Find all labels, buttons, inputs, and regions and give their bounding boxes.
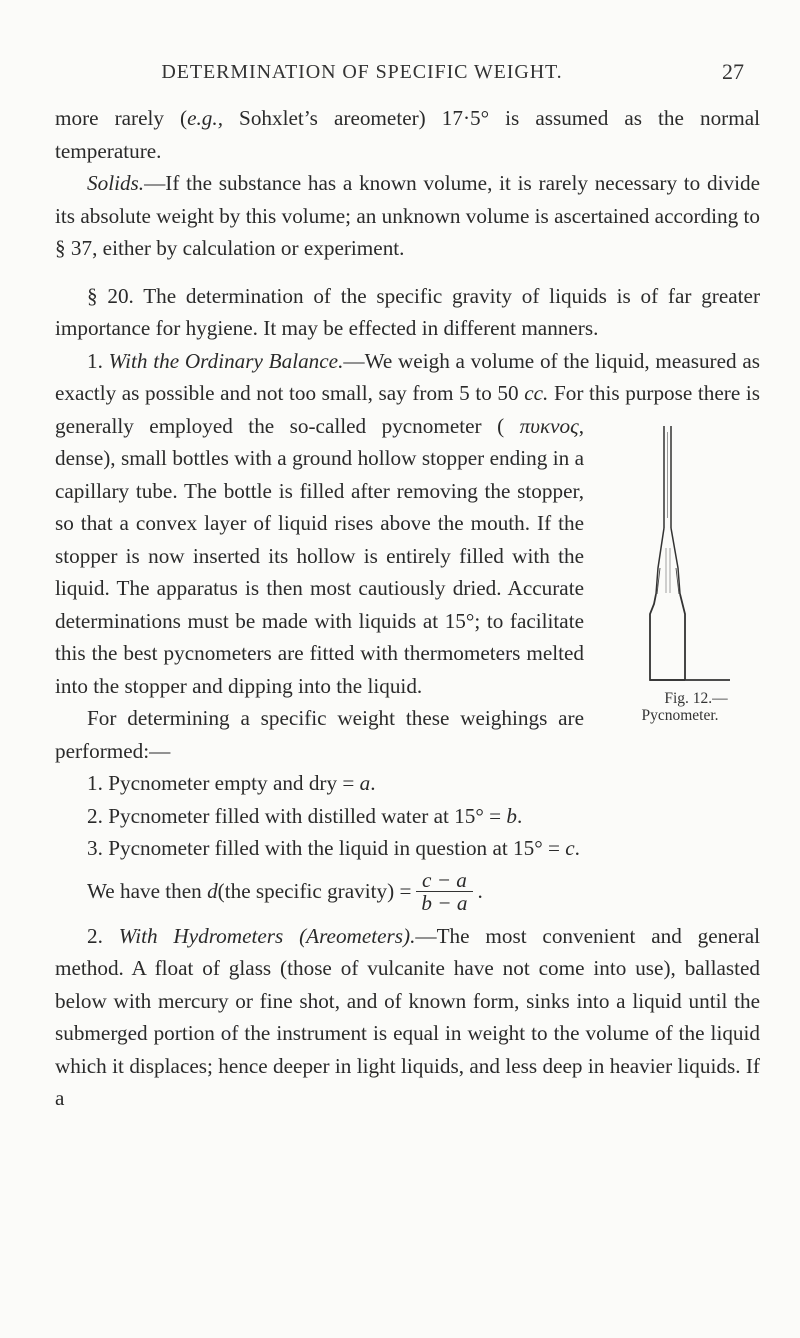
paragraph-solids: Solids.—If the substance has a known volume, it is rarely necessary to divide its absolute weight by this volume; an unknown volume is ascertained according to § 37, either by calculation or experiment.: [55, 171, 760, 260]
page-header: [0, 52, 800, 92]
section-title-hydrometers: With Hydrometers (Areometers).: [118, 923, 416, 948]
page-number: 27: [722, 59, 744, 84]
formula-numerator: c − a: [416, 869, 473, 892]
page-body: [55, 102, 760, 1115]
paragraph-section-20: § 20. The determination of the specific gravity of liquids is of far greater importance for hygiene. It may be effected in different manners.: [55, 283, 760, 340]
paragraph-weighings: For determining a specific weight these weighings are performed:—: [55, 706, 584, 763]
formula-denominator: b − a: [421, 890, 468, 915]
pycnometer-illustration: [600, 418, 760, 688]
list-item: 3. Pycnometer filled with the liquid in question at 15° = c.: [87, 836, 580, 860]
formula-fraction: [415, 869, 473, 914]
specific-gravity-formula: We have then d (the specific gravity) = $\frac{c - a}{b - a}$ .: [87, 867, 483, 915]
running-head: DETERMINATION OF SPECIFIC WEIGHT.: [161, 61, 563, 83]
paragraph-ordinary-balance: 1. With the Ordinary Balance.—We weigh a volume of the liquid, measured as exactly as possible and not too small, say from 5 to 50 cc. For this purpose there is generally employed the so-called pycnometer ( Fig. 12.—Pycnometer. πυκνος, dense), small bottles with a ground hollow stopper ending in a capillary tube. The bottle is filled after removing the stopper, so that a convex layer of liquid rises above the mouth. If the stopper is now inserted its hollow is entirely filled with the liquid. The apparatus is then most cautiously dried. Accurate determinations must be made with liquids at 15°; to facilitate this the best pycnometers are fitted with thermometers melted into the stopper and dipping into the liquid.: [55, 345, 760, 703]
solids-label: Solids.: [87, 171, 145, 195]
figure-caption: Fig. 12.—Pycnometer.: [641, 689, 728, 724]
paragraph-1: more rarely (e.g., Sohxlet’s areometer) 17·5° is assumed as the normal temperature.: [55, 106, 760, 163]
list-item: 1. Pycnometer empty and dry = a.: [87, 771, 376, 795]
list-item: 2. Pycnometer filled with distilled water at 15° = b.: [87, 803, 523, 828]
pycnometer-figure: [600, 418, 760, 763]
section-title-balance: With the Ordinary Balance.: [108, 348, 344, 373]
paragraph-hydrometers: 2. With Hydrometers (Areometers).—The most convenient and general method. A float of glass (those of vulcanite have not come into use), ballasted below with mercury or fine shot, and of known form, sinks into a liquid until the submerged portion of the instrument is equal in weight to the volume of the liquid which it displaces; hence deeper in light liquids, and less deep in heavier liquids. If a: [55, 923, 760, 1110]
